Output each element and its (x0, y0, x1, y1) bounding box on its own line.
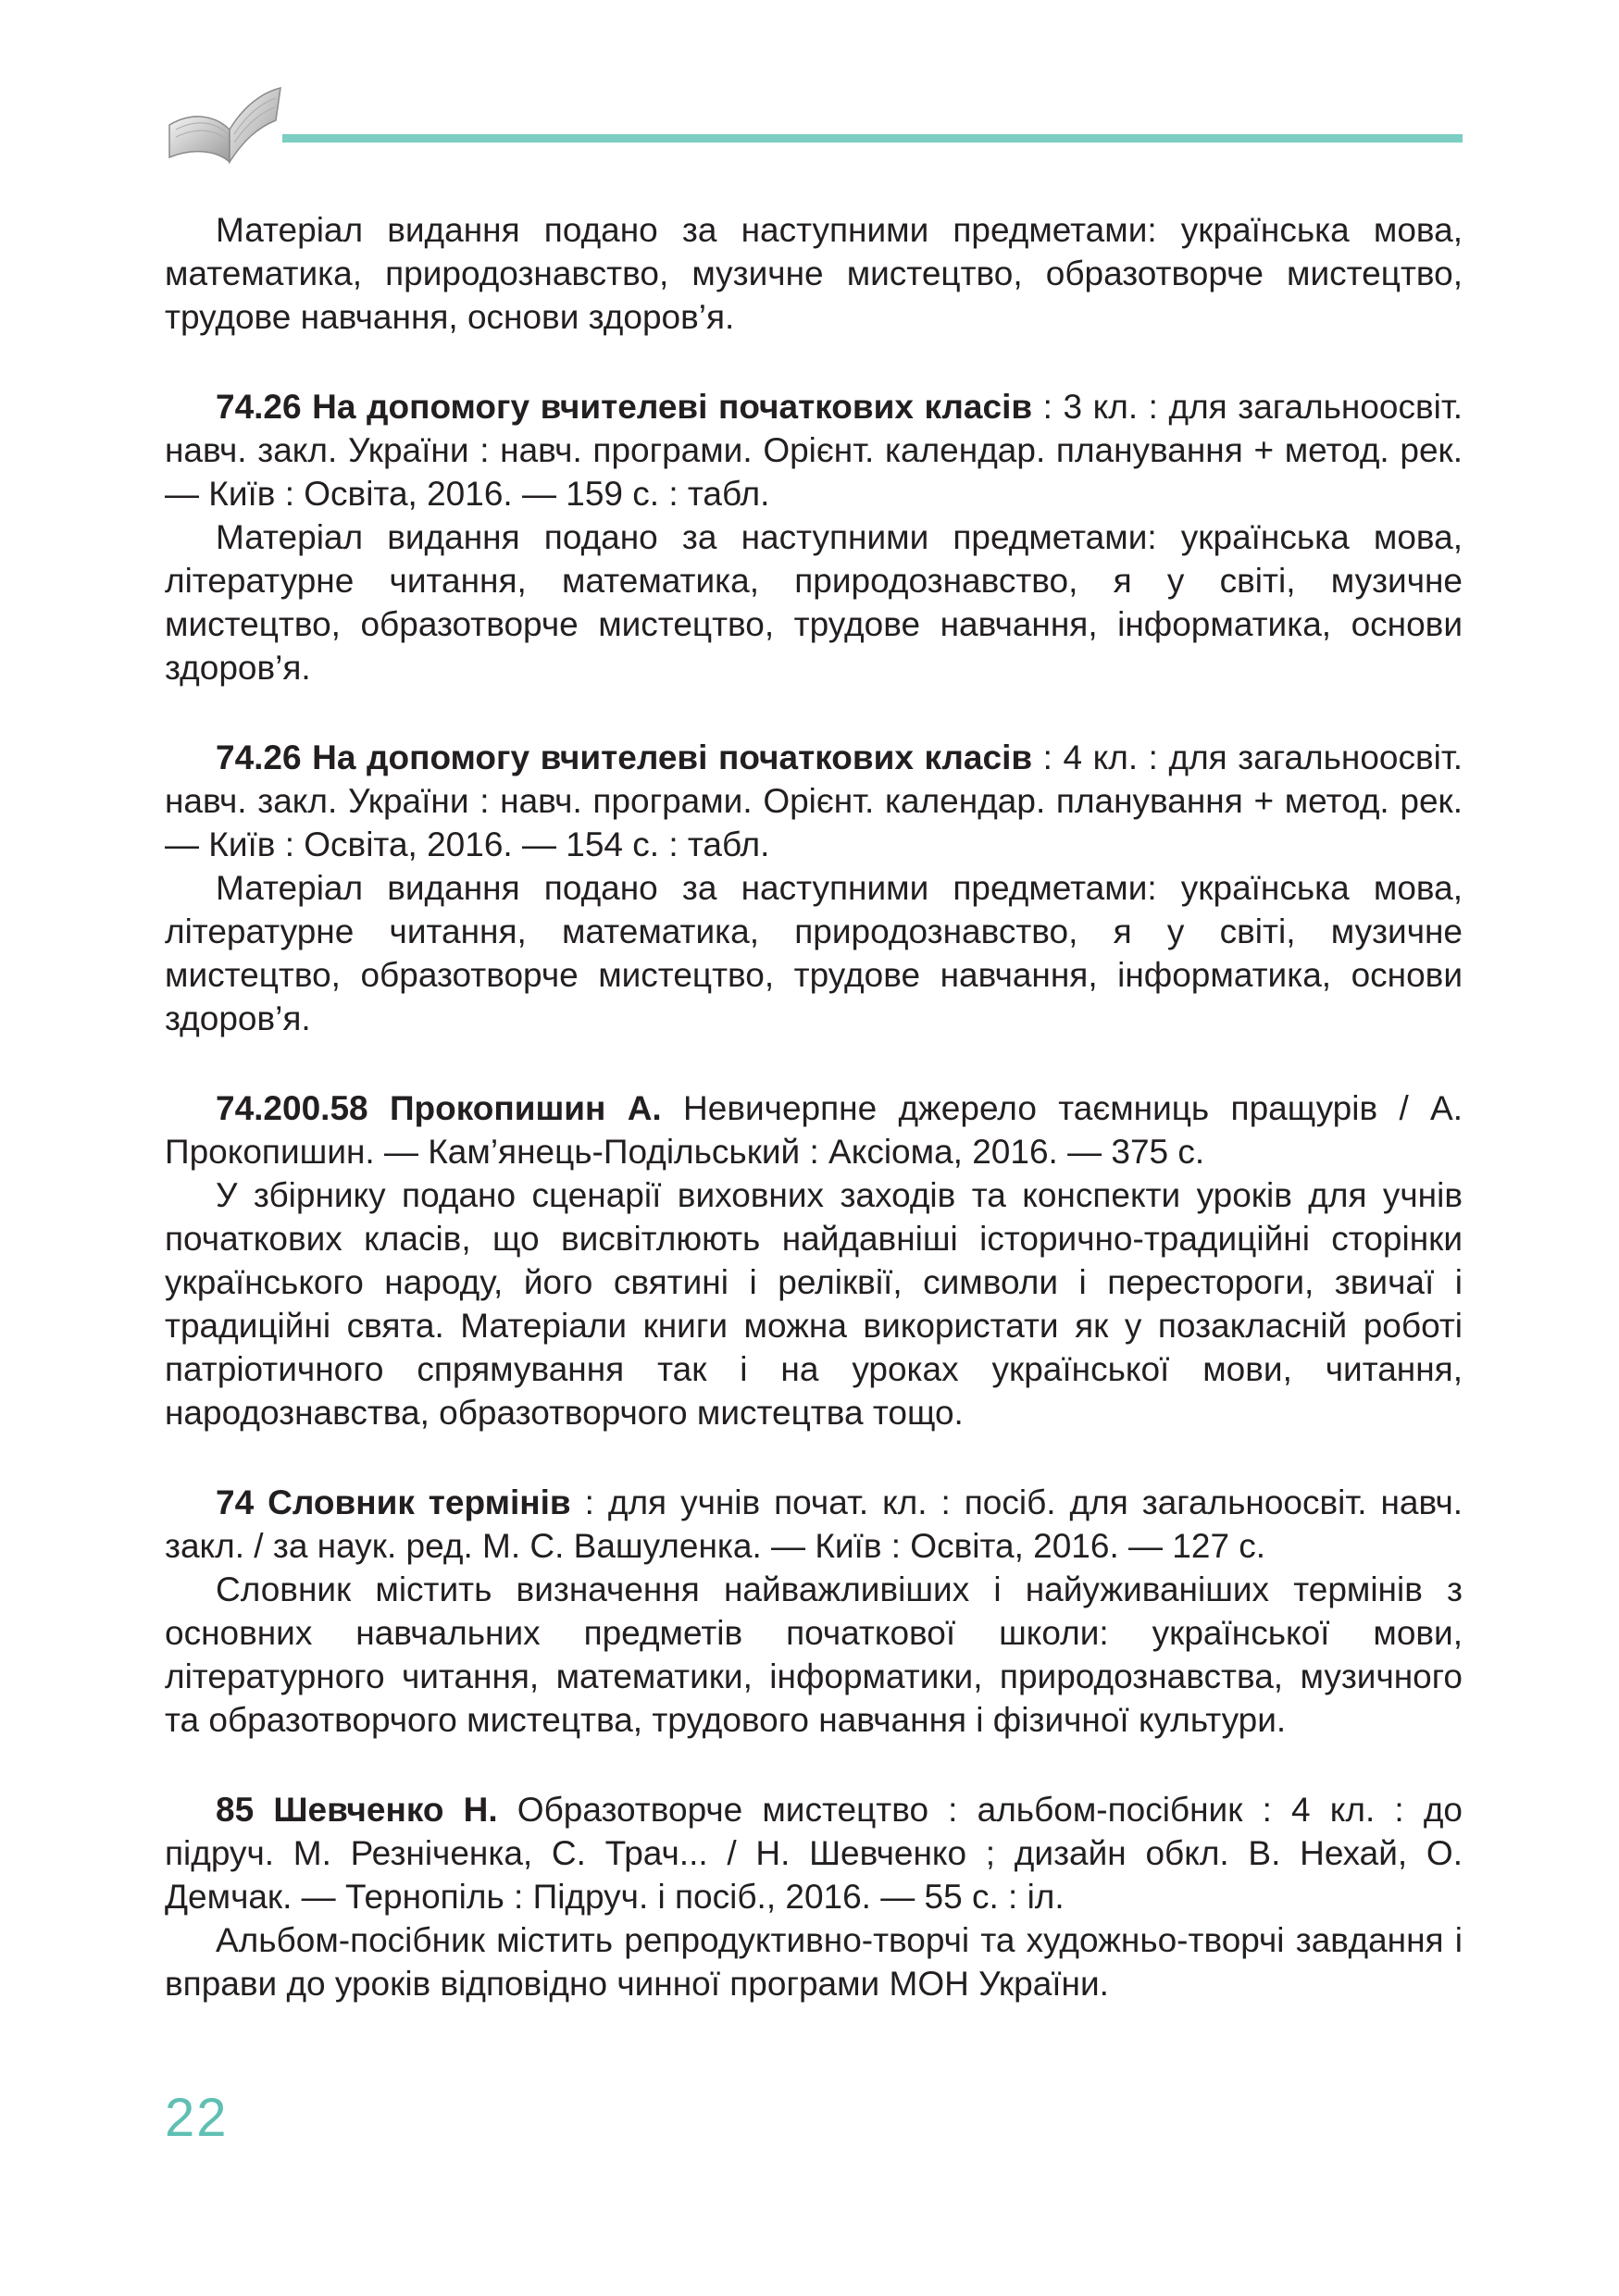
bibliography-entry (165, 736, 1463, 1040)
entry-bibliographic-details: : 4 кл. : для загальноосвіт. навч. закл. України : навч. програми. Орієнт. календар. планування + метод. рек. — Київ : Освіта, 2016. — 154 с. : табл. (165, 738, 1463, 863)
entry-code: 74.26 (216, 738, 302, 776)
entry-description: Матеріал видання подано за наступними предметами: українська мова, літературне читання, математика, природознавство, я у світі, музичне мистецтво, образотворче мистецтво, трудове навчання, інформатика, основи здоров’я. (165, 518, 1463, 687)
entry-bibliographic-details: : для учнів почат. кл. : посіб. для загальноосвіт. навч. закл. / за наук. ред. М. С. Вашуленка. — Київ : Освіта, 2016. — 127 с. (165, 1483, 1463, 1565)
entry-description: Матеріал видання подано за наступними предметами: українська мова, літературне читання, математика, природознавство, я у світі, музичне мистецтво, образотворче мистецтво, трудове навчання, інформатика, основи здоров’я. (165, 869, 1463, 1037)
entry-code: 74 (216, 1483, 255, 1521)
page-header (0, 0, 1619, 185)
entry-code: 85 (216, 1791, 255, 1829)
entry-title: На допомогу вчителеві початкових класів (312, 388, 1033, 426)
entry-title: Словник термінів (268, 1483, 571, 1521)
open-book-icon (165, 74, 285, 167)
entry-bibliographic-details: Образотворче мистецтво : альбом-посібник : 4 кл. : до підруч. М. Резніченка, С. Трач... / Н. Шевченко ; дизайн обкл. В. Нехай, О. Демчак. — Тернопіль : Підруч. і посіб., 2016. — 55 с. : іл. (165, 1791, 1463, 1916)
entry-description: Альбом-посібник містить репродуктивно-творчі та художньо-творчі завдання і вправи до уроків відповідно чинної програми МОН України. (165, 1921, 1463, 2003)
entry-description: Словник містить визначення найважливіших і найуживаніших термінів з основних навчальних предметів початкової школи: української мови, літературного читання, математики, інформатики, природознавства, музичного та образотворчого мистецтва, трудового навчання і фізичної культури. (165, 1570, 1463, 1739)
entry-citation (165, 385, 1463, 515)
entry-title: Шевченко Н. (273, 1791, 498, 1829)
entry-description: У збірнику подано сценарії виховних заходів та конспекти уроків для учнів початкових класів, що висвітлюють найдавніші історично-традиційні сторінки українського народу, його святині і реліквії, символи і перестороги, звичаї і традиційні свята. Матеріали книги можна використати як у позакласній роботі патріотичного спрямування так і на уроках української мови, читання, народознавства, образотворчого мистецтва тощо. (165, 1176, 1463, 1432)
entry-description: Матеріал видання подано за наступними предметами: українська мова, математика, природознавство, музичне мистецтво, образотворче мистецтво, трудове навчання, основи здоров’я. (165, 211, 1463, 336)
bibliography-entry (165, 208, 1463, 339)
entry-title: На допомогу вчителеві початкових класів (312, 738, 1033, 776)
entry-citation (165, 1086, 1463, 1173)
header-rule (282, 134, 1463, 143)
bibliography-entry (165, 1086, 1463, 1434)
entry-bibliographic-details: : 3 кл. : для загальноосвіт. навч. закл. України : навч. програми. Орієнт. календар. планування + метод. рек. — Київ : Освіта, 2016. — 159 с. : табл. (165, 388, 1463, 513)
entry-code: 74.26 (216, 388, 302, 426)
bibliography-entry (165, 1788, 1463, 2005)
bibliography-list (165, 208, 1463, 2052)
entry-title: Прокопишин А. (389, 1089, 662, 1127)
entry-citation (165, 736, 1463, 866)
entry-citation (165, 1788, 1463, 1918)
entry-bibliographic-details: Невичерпне джерело таємниць пращурів / А. Прокопишин. — Кам’янець-Подільський : Аксіома, 2016. — 375 с. (165, 1089, 1463, 1171)
bibliography-entry (165, 385, 1463, 689)
entry-citation (165, 1481, 1463, 1568)
entry-code: 74.200.58 (216, 1089, 368, 1127)
bibliography-entry (165, 1481, 1463, 1742)
page-number: 22 (165, 2088, 229, 2148)
